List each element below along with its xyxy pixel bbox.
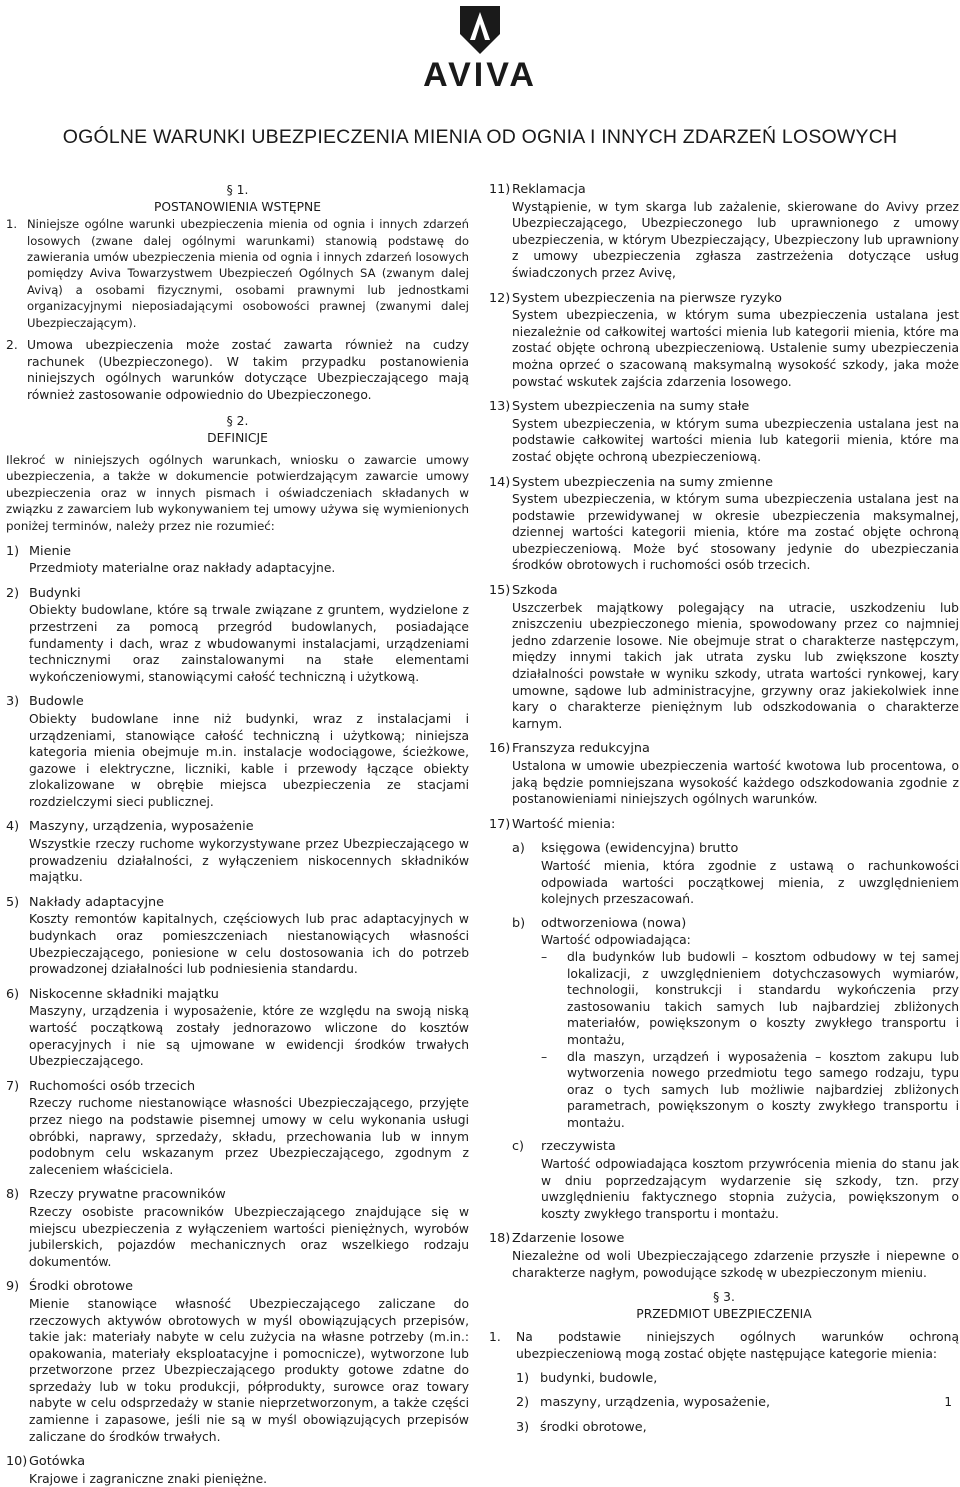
def-10-term: Gotówka — [29, 1454, 86, 1470]
s1-p2-text: Umowa ubezpieczenia może zostać zawarta również na cudzy rachunek (Ubezpieczonego). W takim przypadku postanowienia niniejszych ogólnych warunków dotyczące Ubezpieczającego mają również zastosowanie odpowiednio do Ubezpieczonego. — [27, 338, 469, 402]
def-12-heading — [489, 291, 959, 308]
def-17c-term: rzeczywista — [541, 1139, 616, 1155]
def-8-number: 8) — [6, 1187, 20, 1203]
def-5-term: Nakłady adaptacyjne — [29, 894, 165, 910]
def-12-term: System ubezpieczenia na pierwsze ryzyko — [512, 290, 782, 306]
dash-bullet: – — [541, 1049, 548, 1064]
def-17b-heading — [489, 916, 959, 933]
s3-item-2-text: maszyny, urządzenia, wyposażenie, — [540, 1395, 771, 1411]
def-16-term: Franszyza redukcyjna — [512, 741, 650, 757]
def-17b-text: Wartość odpowiadająca: — [541, 933, 691, 948]
def-11-text: Wystąpienie, w tym skarga lub zażalenie, skierowane do Avivy przez Ubezpieczającego, Ubezpieczonego lub uprawnionego z umowy ubezpieczenia, w którym Ubezpieczający, Ubezpieczony lub uprawniony z umowy ubezpieczenia zgłasza zastrzeżenia dotyczące usług świadczonych przez Avivę, — [512, 199, 959, 280]
def-10-text: Krajowe i zagraniczne znaki pieniężne. — [29, 1471, 268, 1486]
def-17-heading — [489, 817, 959, 834]
def-12-text: System ubezpieczenia, w którym suma ubezpieczenia ustalana jest niezależnie od całkowitej wartości mienia lub kategorii mienia, które ma zostać objęte ochroną ubezpieczeniową. Ustalenie sumy ubezpieczenia można oprzeć o szacowaną maksymalną wysokość szkody, jaka może powstać wskutek zajścia zdarzenia losowego. — [512, 308, 959, 389]
def-17b-item-1-text: dla budynków lub budowli – kosztom odbudowy w tej samej lokalizacji, z uwzględnieniem dotychczasowych wymiarów, technologii, konstrukcji i standardu wykończenia przy zastosowaniu takich samych lub najbardziej zbliżonych materiałów, powiększonym o koszty zwykłego transportu i montażu, — [567, 949, 959, 1047]
def-7-number: 7) — [6, 1078, 20, 1094]
def-13-text: System ubezpieczenia, w którym suma ubezpieczenia ustalana jest na podstawie całkowitej wartości mienia lub kategorii mienia, które ma zostać objęte ochroną ubezpieczeniową. — [512, 416, 959, 464]
def-17b-item-1 — [489, 949, 959, 1049]
aviva-emblem-icon — [456, 4, 504, 56]
def-2-text: Obiekty budowlane, które są trwale związane z gruntem, wydzielone z przestrzeni za pomocą przegród budowlanych, posiadające fundamenty i dach, wraz z wbudowanymi instalacjami, urządzeniami technicznymi oraz zainstalowanymi na stałe elementami wykończeniowymi, stanowiącymi całość techniczną i użytkową. — [29, 603, 469, 684]
def-4-heading — [6, 819, 469, 836]
page-number: 1 — [944, 1395, 952, 1409]
s3-p1-text: Na podstawie niniejszych ogólnych warunków ochroną ubezpieczeniową mogą zostać objęte następujące kategorie mienia: — [516, 1330, 959, 1361]
def-7-heading — [6, 1079, 469, 1096]
def-12-number: 12) — [489, 290, 511, 306]
s1-p1-number: 1. — [6, 217, 18, 232]
def-13-heading — [489, 399, 959, 416]
s3-item-2 — [489, 1395, 959, 1412]
def-15-heading — [489, 583, 959, 600]
def-17c-heading — [489, 1139, 959, 1156]
def-1-heading — [6, 544, 469, 561]
s1-paragraph-1 — [6, 216, 469, 331]
def-18-heading — [489, 1231, 959, 1248]
aviva-logo — [414, 4, 546, 92]
def-11-number: 11) — [489, 182, 511, 197]
def-17-term: Wartość mienia: — [512, 816, 616, 832]
def-6-number: 6) — [6, 986, 20, 1002]
def-7-term: Ruchomości osób trzecich — [29, 1078, 196, 1094]
def-4-text: Wszystkie rzeczy ruchome wykorzystywane przez Ubezpieczającego w prowadzeniu działalności, z wyłączeniem niskocennych składników majątku. — [29, 837, 469, 885]
def-9-term: Środki obrotowe — [29, 1279, 134, 1295]
def-2-number: 2) — [6, 585, 20, 601]
def-14-heading — [489, 475, 959, 492]
def-17a-heading — [489, 841, 959, 858]
s1-paragraph-2 — [6, 337, 469, 403]
document-title: OGÓLNE WARUNKI UBEZPIECZENIA MIENIA OD OGNIA I INNYCH ZDARZEŃ LOSOWYCH — [62, 126, 898, 148]
def-13-number: 13) — [489, 399, 511, 415]
section-1-title: POSTANOWIENIA WSTĘPNE — [153, 199, 322, 214]
logo-wordmark: AVIVA — [423, 56, 537, 94]
s3-p1-number: 1. — [489, 1330, 501, 1345]
s3-item-3-text: środki obrotowe, — [540, 1419, 647, 1435]
left-column — [6, 182, 469, 1487]
def-17c-text: Wartość odpowiadająca kosztom przywrócenia mienia do stanu jak w dniu poprzedzającym wydarzenie się szkody, tzn. przy uwzględnieniu faktycznego stopnia zużycia, powiększonym o koszty zwykłego transportu i montażu. — [541, 1157, 959, 1221]
def-11-term: Reklamacja — [512, 182, 586, 197]
def-14-text: System ubezpieczenia, w którym suma ubezpieczenia ustalana jest na podstawie przewidywanej w okresie ubezpieczenia maksymalnej, dziennej wartości kategorii mienia, które ma zostać objęte ochroną ubezpieczeniową. Może być stosowany jedynie do ubezpieczania środków obrotowych i ruchomości osób trzecich. — [512, 492, 959, 573]
def-2-term: Budynki — [29, 585, 81, 601]
def-17c-letter: c) — [512, 1139, 525, 1155]
def-18-text: Niezależne od woli Ubezpieczającego zdarzenie przyszłe i niepewne o charakterze nagłym, powodujące szkodę w ubezpieczonym mieniu. — [512, 1249, 959, 1280]
section-3-title: PRZEDMIOT UBEZPIECZENIA — [636, 1306, 812, 1321]
def-6-term: Niskocenne składniki majątku — [29, 986, 219, 1002]
def-5-text: Koszty remontów kapitalnych, częściowych lub prac adaptacyjnych w budynkach oraz pomieszczeniach niestanowiących własności Ubezpieczającego, poniesione w celu dostosowania ich do potrzeb prowadzonej działalności lub podniesienia standardu. — [29, 912, 469, 977]
def-17a-letter: a) — [512, 841, 525, 857]
section-2-title: DEFINICJE — [207, 431, 268, 445]
def-7-text: Rzeczy ruchome niestanowiące własności Ubezpieczającego, przyjęte przez niego na podstawie pisemnej umowy w celu wykonania usługi obróbki, naprawy, sprzedaży, składu, przechowania lub w innym podobnym celu wskazanym przez Ubezpieczającego, zgodnym z zaleceniem właściciela. — [29, 1096, 469, 1177]
def-13-term: System ubezpieczenia na sumy stałe — [512, 399, 750, 415]
def-5-heading — [6, 895, 469, 912]
section-2-number: § 2. — [226, 414, 249, 429]
def-10-heading — [6, 1454, 469, 1471]
dash-bullet: – — [541, 949, 548, 964]
s3-item-1-number: 1) — [516, 1370, 530, 1386]
def-8-term: Rzeczy prywatne pracowników — [29, 1187, 226, 1203]
def-15-text: Uszczerbek majątkowy polegający na utracie, uszkodzeniu lub zniszczeniu ubezpieczonego mienia, spowodowany przez co najmniej jedno zdarzenie losowe. Nie obejmuje strat o charakterze następczym, między innymi takich jak utrata zysku lub zwiększone koszty działalności powstałe w wyniku szkody, utrata wartości rynkowej, kary umowne, sądowe lub administracyjne, grzywny oraz jakiekolwiek inne kary o charakterze pieniężnym lub odszkodowania o charakterze karnym. — [512, 600, 959, 731]
def-6-heading — [6, 987, 469, 1004]
def-5-number: 5) — [6, 894, 20, 910]
def-17-number: 17) — [489, 816, 511, 832]
def-17b-letter: b) — [512, 915, 526, 931]
def-9-text: Mienie stanowiące własność Ubezpieczającego zaliczane do rzeczowych aktywów obrotowych w myśl obowiązujących przepisów, takie jak: materiały nabyte w celu zużycia na własne potrzeby (m.in.: opakowania, materiały eksploatacyjne i pomocnicze), wytworzone lub przetworzone przez Ubezpieczającego produkty gotowe zdatne do sprzedaży lub w toku produkcji, półprodukty, surowce oraz towary nabyte w celu odsprzedaży w stanie nieprzetworzonym, a także części zamienne i zapasowe, jeśli nie są w myśl obowiązujących przepisów zaliczane do środków trwałych. — [29, 1296, 469, 1444]
def-2-heading — [6, 586, 469, 603]
def-9-heading — [6, 1279, 469, 1296]
def-17b-item-2 — [489, 1049, 959, 1132]
definitions-intro: Ilekroć w niniejszych ogólnych warunkach, wniosku o zawarcie umowy ubezpieczenia, a także w dokumencie potwierdzającym zawarcie umowy ubezpieczenia oraz w innych pismach i oświadczeniach składanych w związku z zawarciem lub wykonywaniem tej umowy używa się wymienionych poniżej terminów, należy przez nie rozumieć: — [6, 452, 469, 533]
def-18-number: 18) — [489, 1231, 511, 1247]
def-11-heading — [489, 182, 959, 199]
s1-p1-text: Niniejsze ogólne warunki ubezpieczenia mienia od ognia i innych zdarzeń losowych (zwane dalej ogólnymi warunkami) stanowią podstawę do zawierania umów ubezpieczenia mienia od ognia i innych zdarzeń losowych pomiędzy Aviva Towarzystwem Ubezpieczeń Ogólnych SA (zwanym dalej Avivą) a osobami fizycznymi, osobami prawnymi lub jednostkami organizacyjnymi nieposiadającymi osobowości prawnej (zwanymi dalej Ubezpieczającym). — [27, 217, 469, 330]
s3-item-1 — [489, 1371, 959, 1388]
s3-paragraph-1 — [489, 1329, 959, 1362]
def-16-text: Ustalona w umowie ubezpieczenia wartość kwotowa lub procentowa, o jaką będzie pomniejszana wysokość każdego odszkodowania zgodnie z postanowieniami niniejszych ogólnych warunków. — [512, 759, 959, 807]
def-1-text: Przedmioty materialne oraz nakłady adaptacyjne. — [29, 561, 336, 576]
right-column — [489, 182, 959, 1436]
def-14-number: 14) — [489, 474, 511, 490]
def-16-heading — [489, 741, 959, 758]
def-1-term: Mienie — [29, 543, 72, 559]
section-1-number: § 1. — [226, 183, 249, 197]
def-3-heading — [6, 694, 469, 711]
def-17a-text: Wartość mienia, która zgodnie z ustawą o rachunkowości odpowiada wartości początkowej mienia, z uwzględnieniem kolejnych przeszacowań. — [541, 858, 959, 907]
def-17b-term: odtworzeniowa (nowa) — [541, 915, 687, 931]
def-4-number: 4) — [6, 819, 20, 835]
section-3-number: § 3. — [713, 1290, 735, 1305]
def-10-number: 10) — [6, 1454, 28, 1470]
def-3-number: 3) — [6, 694, 20, 710]
def-18-term: Zdarzenie losowe — [512, 1231, 625, 1247]
def-15-term: Szkoda — [512, 583, 558, 599]
s1-p2-number: 2. — [6, 338, 18, 353]
def-14-term: System ubezpieczenia na sumy zmienne — [512, 474, 773, 490]
def-15-number: 15) — [489, 583, 511, 599]
def-1-number: 1) — [6, 543, 20, 559]
s3-item-3-number: 3) — [516, 1419, 530, 1435]
def-3-text: Obiekty budowlane inne niż budynki, wraz z instalacjami i urządzeniami, stanowiące całość techniczną i użytkową; niniejsza kategoria mienia obejmuje m.in. instalacje wodociągowe, ścieżkowe, gazowe i elektryczne, liczniki, kable i przewody łączące obiekty zlokalizowane w obrębie miejsca ubezpieczenia ze stacjami rozdzielczymi sieci publicznej. — [29, 711, 469, 809]
def-17b-item-2-text: dla maszyn, urządzeń i wyposażenia – kosztom zakupu lub wytworzenia nowego przedmiotu tego samego rodzaju, typu oraz o tych samych lub możliwie najbardziej zbliżonych parametrach, powiększonym o koszty zwykłego transportu i montażu. — [567, 1049, 959, 1130]
def-8-heading — [6, 1187, 469, 1204]
s3-item-2-number: 2) — [516, 1395, 530, 1411]
def-17a-term: księgowa (ewidencyjna) brutto — [541, 841, 739, 857]
s3-item-1-text: budynki, budowle, — [540, 1370, 658, 1386]
def-9-number: 9) — [6, 1279, 20, 1295]
def-8-text: Rzeczy osobiste pracowników Ubezpieczającego znajdujące się w miejscu ubezpieczenia z wyłączeniem wartości pieniężnych, wyrobów jubilerskich, pojazdów mechanicznych oraz wszelkiego rodzaju dokumentów. — [29, 1204, 469, 1269]
def-3-term: Budowle — [29, 694, 84, 710]
def-4-term: Maszyny, urządzenia, wyposażenie — [29, 819, 254, 835]
s3-item-3 — [489, 1420, 959, 1437]
def-6-text: Maszyny, urządzenia i wyposażenie, które ze względu na swoją niską wartość początkową zostały jednorazowo wliczone do kosztów operacyjnych i nie są ujmowane w ewidencji środków trwałych Ubezpieczającego. — [29, 1004, 469, 1069]
def-16-number: 16) — [489, 741, 511, 757]
